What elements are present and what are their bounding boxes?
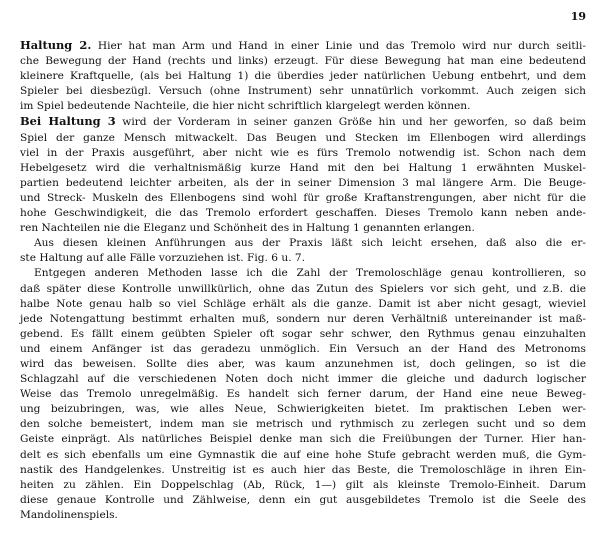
text-line: ren Nachteilen nie die Eleganz und Schönheit des in Haltung 1 genannten erlangen. bbox=[20, 222, 475, 235]
paragraph-tremolo-counting bbox=[20, 266, 586, 523]
text-line: viel in der Praxis ausgeführt, aber nicht wie es fürs Tremolo notwendig ist. Schon nach dem bbox=[20, 146, 586, 159]
text-line: und Streck- Muskeln des Ellenbogens sind wohl für große Kraftanstrengungen, aber nicht für die bbox=[20, 191, 586, 204]
text-line: nastik des Handgelenkes. Unstreitig ist es auch hier das Beste, die Tremoloschläge in ihren Ein- bbox=[20, 463, 586, 476]
text-line: Hebelgesetz wird die verhaltnismäßig kurze Hand mit den bei Haltung 1 erwähnten Muskel- bbox=[20, 161, 586, 174]
text-line: und einem Anfänger ist das geradezu unmöglich. Ein Versuch an der Hand des Metronoms bbox=[20, 342, 586, 355]
text-line: diese genaue Kontrolle und Zählweise, denn ein gut ausgebildetes Tremolo ist die Seele des bbox=[20, 493, 586, 506]
text-line: wird das beweisen. Sollte dies aber, was kaum anzunehmen ist, doch gelingen, so ist die bbox=[20, 357, 586, 370]
text-line: delt es sich ebenfalls um eine Gymnastik die auf eine hohe Stufe gebracht werden muß, die Gym- bbox=[20, 448, 586, 461]
text-line: halbe Note genau halb so viel Schläge erhält als die ganze. Damit ist aber nicht gesagt, wieviel bbox=[20, 297, 586, 310]
text-line: Weise das Tremolo unregelmäßig. Es handelt sich ferner darum, der Hand eine neue Beweg- bbox=[20, 388, 586, 401]
text-line: hohe Geschwindigkeit, die das Tremolo erfordert geschaffen. Dieses Tremolo kann neben ande- bbox=[20, 207, 586, 220]
text-line: den solche bemeistert, indem man sie metrisch und rythmisch zu zerlegen sucht und so dem bbox=[20, 418, 586, 431]
text-line: Spieler bei diesbezügl. Versuch (ohne Instrument) sehr unnatürlich vorkommt. Auch zeigen sich bbox=[20, 85, 586, 98]
text-line: gebend. Es fällt einem geübten Spieler oft sogar sehr schwer, den Rythmus genau einzuhalten bbox=[20, 327, 586, 340]
paragraph-haltung-3 bbox=[20, 114, 586, 236]
text-line: Entgegen anderen Methoden lasse ich die Zahl der Tremoloschläge genau kontrollieren, so bbox=[34, 267, 586, 280]
text-line: Aus diesen kleinen Anführungen aus der Praxis läßt sich leicht ersehen, daß also die er- bbox=[34, 237, 586, 250]
text-line: im Spiel bedeutende Nachteile, die hier nicht schriftlich klargelegt werden können. bbox=[20, 100, 471, 113]
text-line: Spiel der ganze Mensch mitwackelt. Das Beugen und Stecken im Ellenbogen wird allerdings bbox=[20, 131, 586, 144]
body-text bbox=[20, 38, 586, 523]
paragraph-conclusion bbox=[20, 236, 586, 266]
text-line: Haltung 2. Hier hat man Arm und Hand in einer Linie und das Tremolo wird nur durch seitli- bbox=[20, 38, 586, 52]
text-line: jede Notengattung bestimmt erhalten muß, sondern nur deren Verhältniß untereinander ist maß- bbox=[20, 312, 586, 325]
text-line: kleinere Kraftquelle, (als bei Haltung 1) die überdies jeder natürlichen Uebung entbehrt, und dem bbox=[20, 70, 586, 83]
text-line: Mandolinenspiels. bbox=[20, 508, 118, 521]
text-line: Bei Haltung 3 wird der Vorderam in seiner ganzen Größe hin und her geworfen, so daß beim bbox=[20, 114, 586, 129]
paragraph-haltung-2 bbox=[20, 38, 586, 114]
text-line: che Bewegung der Hand (rechts und links) erzeugt. Für diese Bewegung hat man eine bedeutend bbox=[20, 55, 586, 68]
text-line: Geiste einprägt. Als natürliches Beispiel denke man sich die Freiübungen der Turner. Hier han- bbox=[20, 433, 586, 446]
text-line: heiten zu zählen. Ein Doppelschlag (Ab, Rück, 1—) gilt als kleinste Tremolo-Einheit. Darum bbox=[20, 478, 586, 491]
page-number: 19 bbox=[570, 10, 586, 23]
text-line: Schlagzahl auf die verschiedenen Noten doch nicht immer die gleiche und dadurch logischer bbox=[20, 373, 586, 386]
text-line: daß später diese Kontrolle unwillkürlich, ohne das Zutun des Spielers vor sich geht, und z.B. die bbox=[20, 282, 586, 295]
text-line: partien bedeutend leichter arbeiten, als der in seiner Dimension 3 mal längere Arm. Die Beuge- bbox=[20, 176, 586, 189]
text-line: ung beizubringen, was, wie alles Neue, Schwierigkeiten bietet. Im praktischen Leben wer- bbox=[20, 403, 586, 416]
text-line: ste Haltung auf alle Fälle vorzuziehen ist. Fig. 6 u. 7. bbox=[20, 252, 306, 265]
